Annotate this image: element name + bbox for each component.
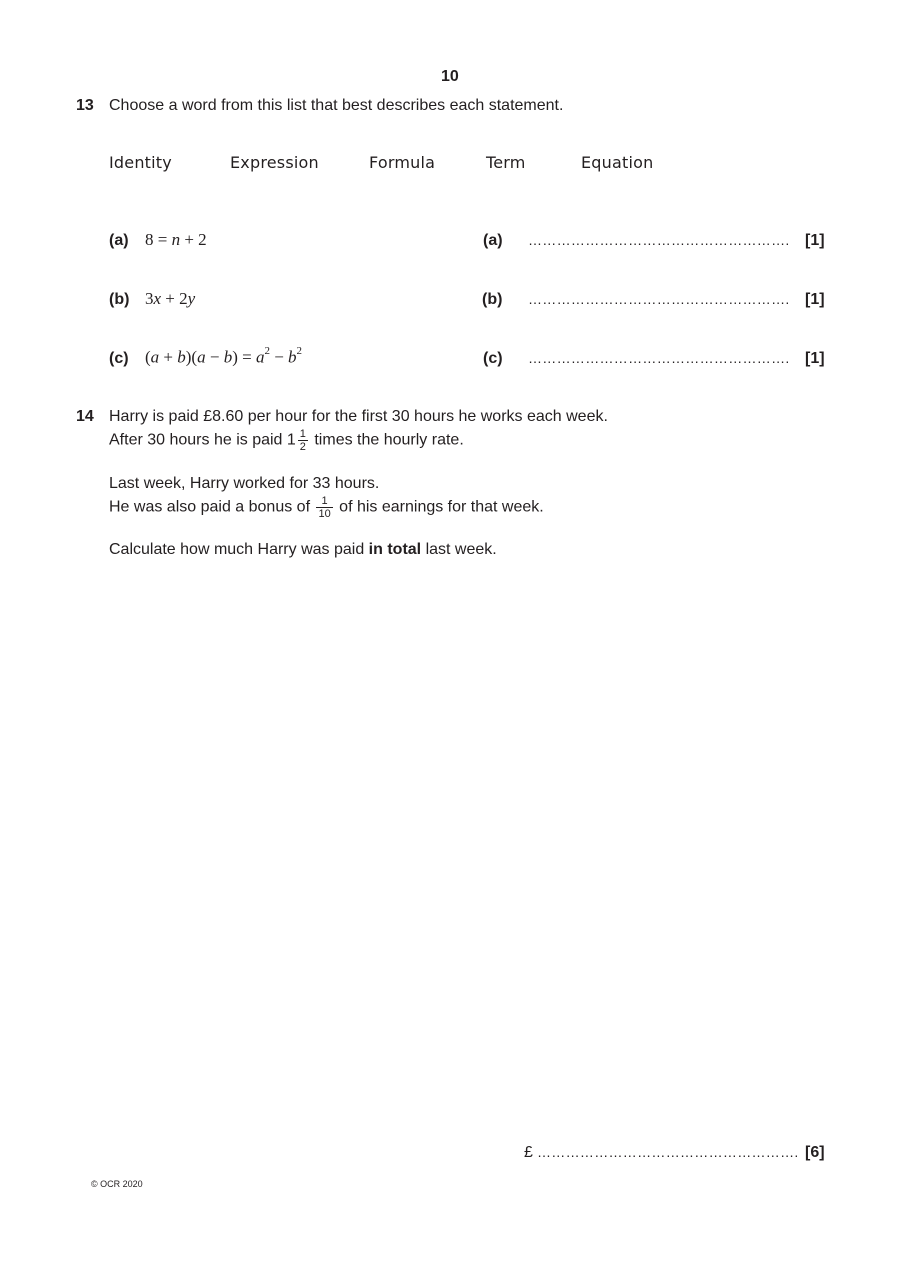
q14-line-5	[109, 540, 497, 560]
part-b-expression: 3x + 2y	[145, 289, 196, 308]
part-a-expression: 8 = n + 2	[145, 230, 207, 249]
q14-line-5-emphasis: in total	[368, 541, 422, 558]
q14-line-2-end: times the hourly rate.	[314, 431, 464, 449]
part-c-answer-line[interactable]: ……………………………………………….	[528, 350, 790, 366]
word-expression: Expression	[230, 153, 319, 172]
q14-line-5-end: last week.	[425, 541, 497, 558]
word-equation: Equation	[581, 153, 654, 172]
part-a-marks: [1]	[805, 232, 825, 249]
one-half-fraction: $\frac{1}{2}$	[299, 428, 306, 453]
word-identity: Identity	[109, 153, 172, 172]
q14-line-3: Last week, Harry worked for 33 hours.	[109, 475, 380, 492]
part-c-label: (c)	[109, 350, 129, 367]
question-13-prompt: Choose a word from this list that best describes each statement.	[109, 97, 564, 114]
q14-line-1: Harry is paid £8.60 per hour for the first 30 hours he works each week.	[109, 408, 608, 425]
part-a-answer-label: (a)	[483, 232, 503, 249]
part-c-expression: $(a + b)(a - b) = a^2 - b^2$	[145, 345, 303, 367]
word-term: Term	[486, 153, 526, 172]
copyright: © OCR 2020	[91, 1179, 143, 1189]
part-c-marks: [1]	[805, 350, 825, 367]
q14-marks: [6]	[805, 1144, 825, 1161]
q14-answer-line[interactable]: ……………………………………………….	[537, 1144, 799, 1160]
part-c-answer-label: (c)	[483, 350, 503, 367]
part-b-answer-line[interactable]: ……………………………………………….	[528, 291, 790, 307]
part-a-label: (a)	[109, 232, 129, 249]
part-b-answer-label: (b)	[482, 291, 503, 308]
one-tenth-fraction: $\frac{1}{10}$	[318, 495, 331, 520]
page-number: 10	[441, 68, 459, 85]
part-a-answer-line[interactable]: ……………………………………………….	[528, 232, 790, 248]
q14-line-5-start: Calculate how much Harry was paid	[109, 541, 365, 558]
question-13-number: 13	[76, 97, 94, 114]
q14-line-2	[109, 428, 464, 453]
word-formula: Formula	[369, 153, 436, 172]
part-b-label: (b)	[109, 291, 130, 308]
q14-line-4-start: He was also paid a bonus of	[109, 498, 311, 516]
question-14-number: 14	[76, 408, 94, 425]
q14-line-2-start: After 30 hours he is paid 1	[109, 431, 296, 449]
q14-line-4-end: of his earnings for that week.	[339, 498, 544, 516]
part-b-marks: [1]	[805, 291, 825, 308]
q14-answer-currency: £	[524, 1144, 533, 1161]
q14-line-4	[109, 495, 544, 520]
